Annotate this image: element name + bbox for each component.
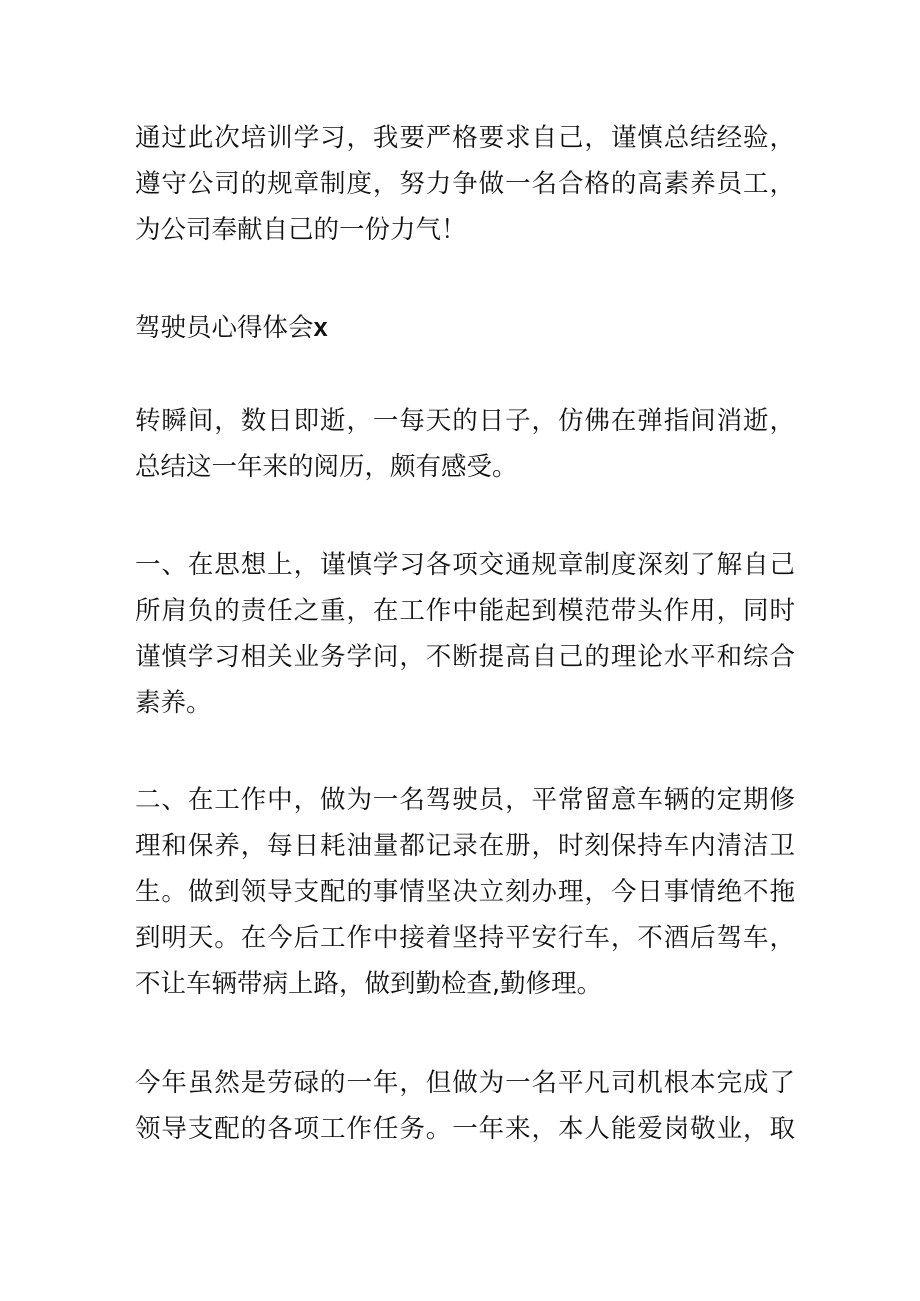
- text-line: 谨慎学习相关业务学问，不断提高自己的理论水平和综合: [135, 642, 795, 672]
- text-line: 遵守公司的规章制度，努力争做一名合格的高素养员工，: [135, 169, 795, 199]
- text-line: 转瞬间，数日即逝，一每天的日子，仿佛在弹指间消逝，: [135, 406, 795, 436]
- text-line: 一、在思想上，谨慎学习各项交通规章制度深刻了解自己: [135, 550, 795, 580]
- text-line: 素养。: [135, 688, 212, 718]
- text-line: 不让车辆带病上路，做到勤检查,勤修理。: [135, 969, 603, 999]
- text-line: 总结这一年来的阅历，颇有感受。: [135, 452, 518, 482]
- text-line: 领导支配的各项工作任务。一年来，本人能爱岗敬业，取: [135, 1114, 795, 1144]
- text-line: 理和保养，每日耗油量都记录在册，时刻保持车内清洁卫: [135, 831, 795, 861]
- text-line: 二、在工作中，做为一名驾驶员，平常留意车辆的定期修: [135, 785, 795, 815]
- text-line: 通过此次培训学习，我要严格要求自己，谨慎总结经验，: [135, 123, 795, 153]
- text-line: 生。做到领导支配的事情坚决立刻办理，今日事情绝不拖: [135, 877, 795, 907]
- text-line: 所肩负的责任之重，在工作中能起到模范带头作用，同时: [135, 596, 795, 626]
- paragraph-intro: [135, 398, 795, 490]
- text-line: 今年虽然是劳碌的一年，但做为一名平凡司机根本完成了: [135, 1068, 795, 1098]
- heading-suffix: x: [313, 314, 328, 342]
- paragraph-year-summary: [135, 1060, 795, 1152]
- text-line: 为公司奉献自己的一份力气！: [135, 215, 467, 245]
- paragraph-training-summary: [135, 115, 795, 253]
- section-heading: [135, 305, 328, 351]
- text-line: 到明天。在今后工作中接着坚持平安行车，不酒后驾车，: [135, 923, 795, 953]
- paragraph-thought: [135, 542, 795, 726]
- heading-title: 驾驶员心得体会: [135, 313, 314, 343]
- paragraph-work: [135, 777, 795, 1007]
